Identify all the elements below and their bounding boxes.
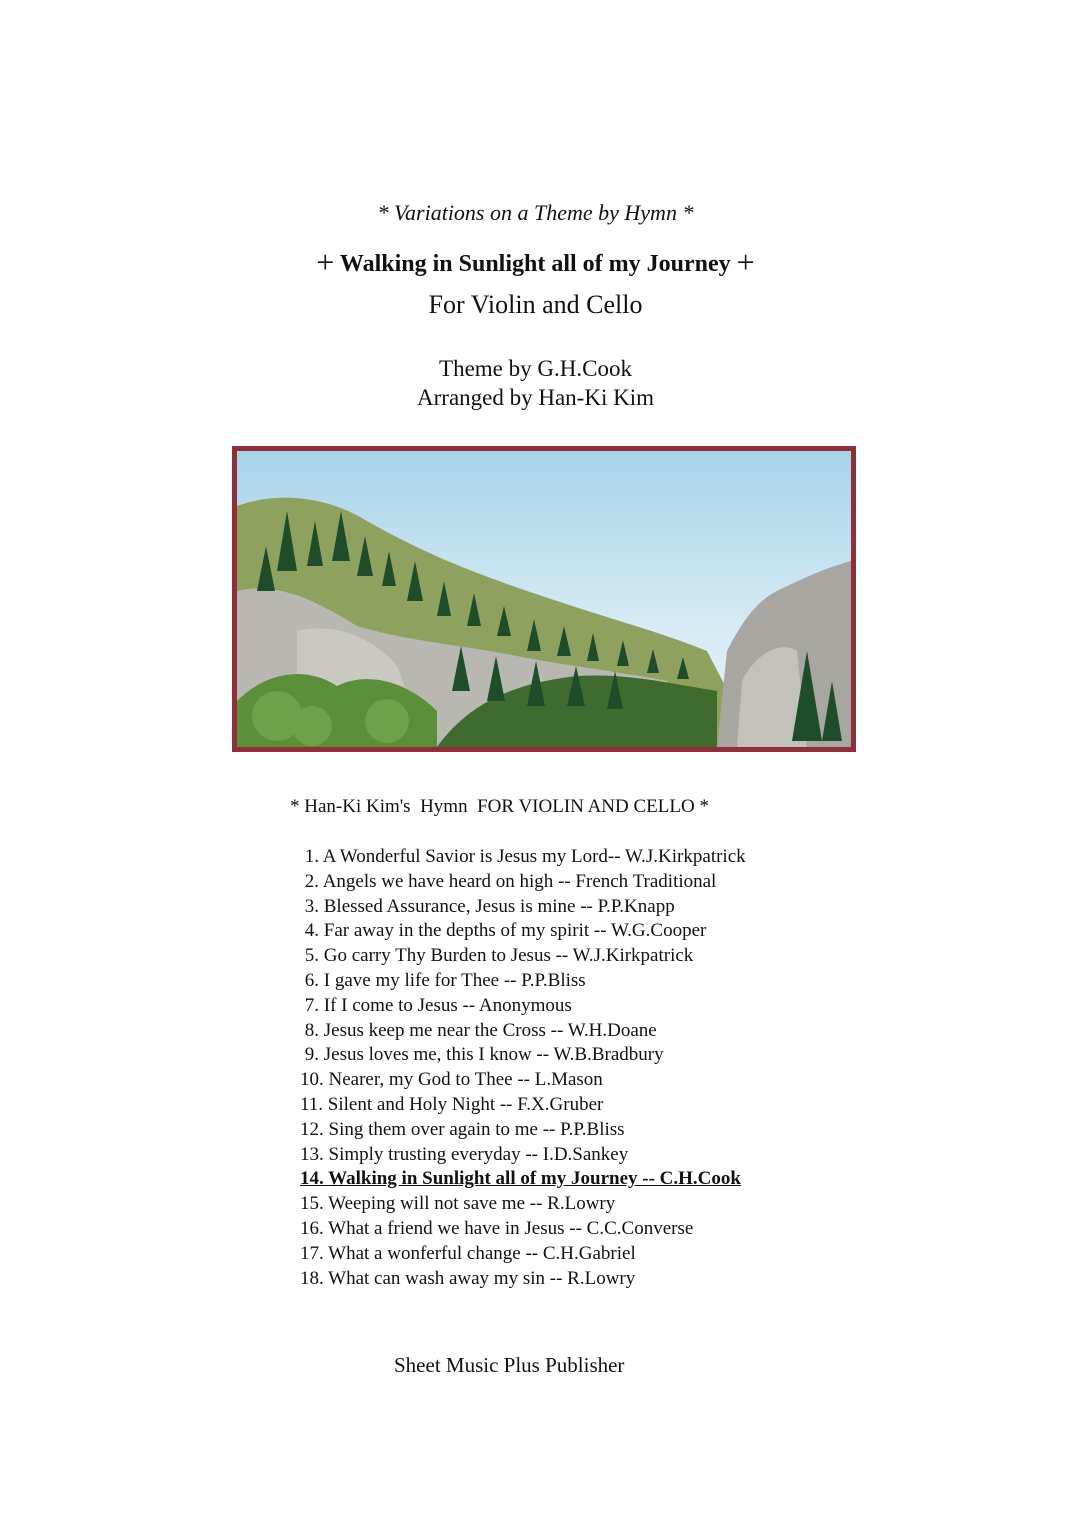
list-item: 6. I gave my life for Thee -- P.P.Bliss	[300, 969, 586, 991]
list-item: 2. Angels we have heard on high -- French Traditional	[300, 870, 717, 892]
theme-credit: Theme by G.H.Cook	[439, 356, 632, 381]
list-item: 3. Blessed Assurance, Jesus is mine -- P.P.Knapp	[300, 895, 675, 917]
list-item: 5. Go carry Thy Burden to Jesus -- W.J.Kirkpatrick	[300, 945, 694, 967]
list-item: 7. If I come to Jesus -- Anonymous	[300, 994, 572, 1016]
plus-icon-left: +	[316, 244, 335, 280]
list-item: 12. Sing them over again to me -- P.P.Bliss	[300, 1118, 625, 1140]
list-item: 17. What a wonferful change -- C.H.Gabriel	[300, 1242, 636, 1264]
subtitle: * Variations on a Theme by Hymn *	[377, 200, 694, 225]
list-item: 11. Silent and Holy Night -- F.X.Gruber	[300, 1093, 604, 1115]
list-item: 8. Jesus keep me near the Cross -- W.H.Doane	[300, 1019, 657, 1041]
plus-icon-right: +	[736, 244, 755, 280]
landscape-illustration	[237, 451, 851, 747]
publisher: Sheet Music Plus Publisher	[394, 1353, 625, 1377]
list-item: 18. What can wash away my sin -- R.Lowry	[300, 1267, 636, 1289]
list-item: 13. Simply trusting everyday -- I.D.Sankey	[300, 1143, 629, 1165]
instrumentation: For Violin and Cello	[428, 290, 643, 319]
title	[0, 244, 1071, 281]
collection-heading: * Han-Ki Kim's Hymn FOR VIOLIN AND CELLO *	[290, 796, 709, 817]
list-item: 10. Nearer, my God to Thee -- L.Mason	[300, 1069, 603, 1091]
hymn-list	[300, 845, 746, 1291]
list-item: 4. Far away in the depths of my spirit -- W.G.Cooper	[300, 920, 707, 942]
list-item: 16. What a friend we have in Jesus -- C.C.Converse	[300, 1217, 694, 1239]
list-item: 1. A Wonderful Savior is Jesus my Lord-- W.J.Kirkpatrick	[300, 846, 746, 867]
title-text: Walking in Sunlight all of my Journey	[339, 251, 731, 277]
mountain-canyon-photo	[232, 446, 856, 752]
arranger-credit: Arranged by Han-Ki Kim	[417, 385, 654, 410]
list-item: 15. Weeping will not save me -- R.Lowry	[300, 1193, 616, 1215]
list-item-current: 14. Walking in Sunlight all of my Journey -- C.H.Cook	[300, 1168, 741, 1190]
list-item: 9. Jesus loves me, this I know -- W.B.Bradbury	[300, 1044, 664, 1066]
